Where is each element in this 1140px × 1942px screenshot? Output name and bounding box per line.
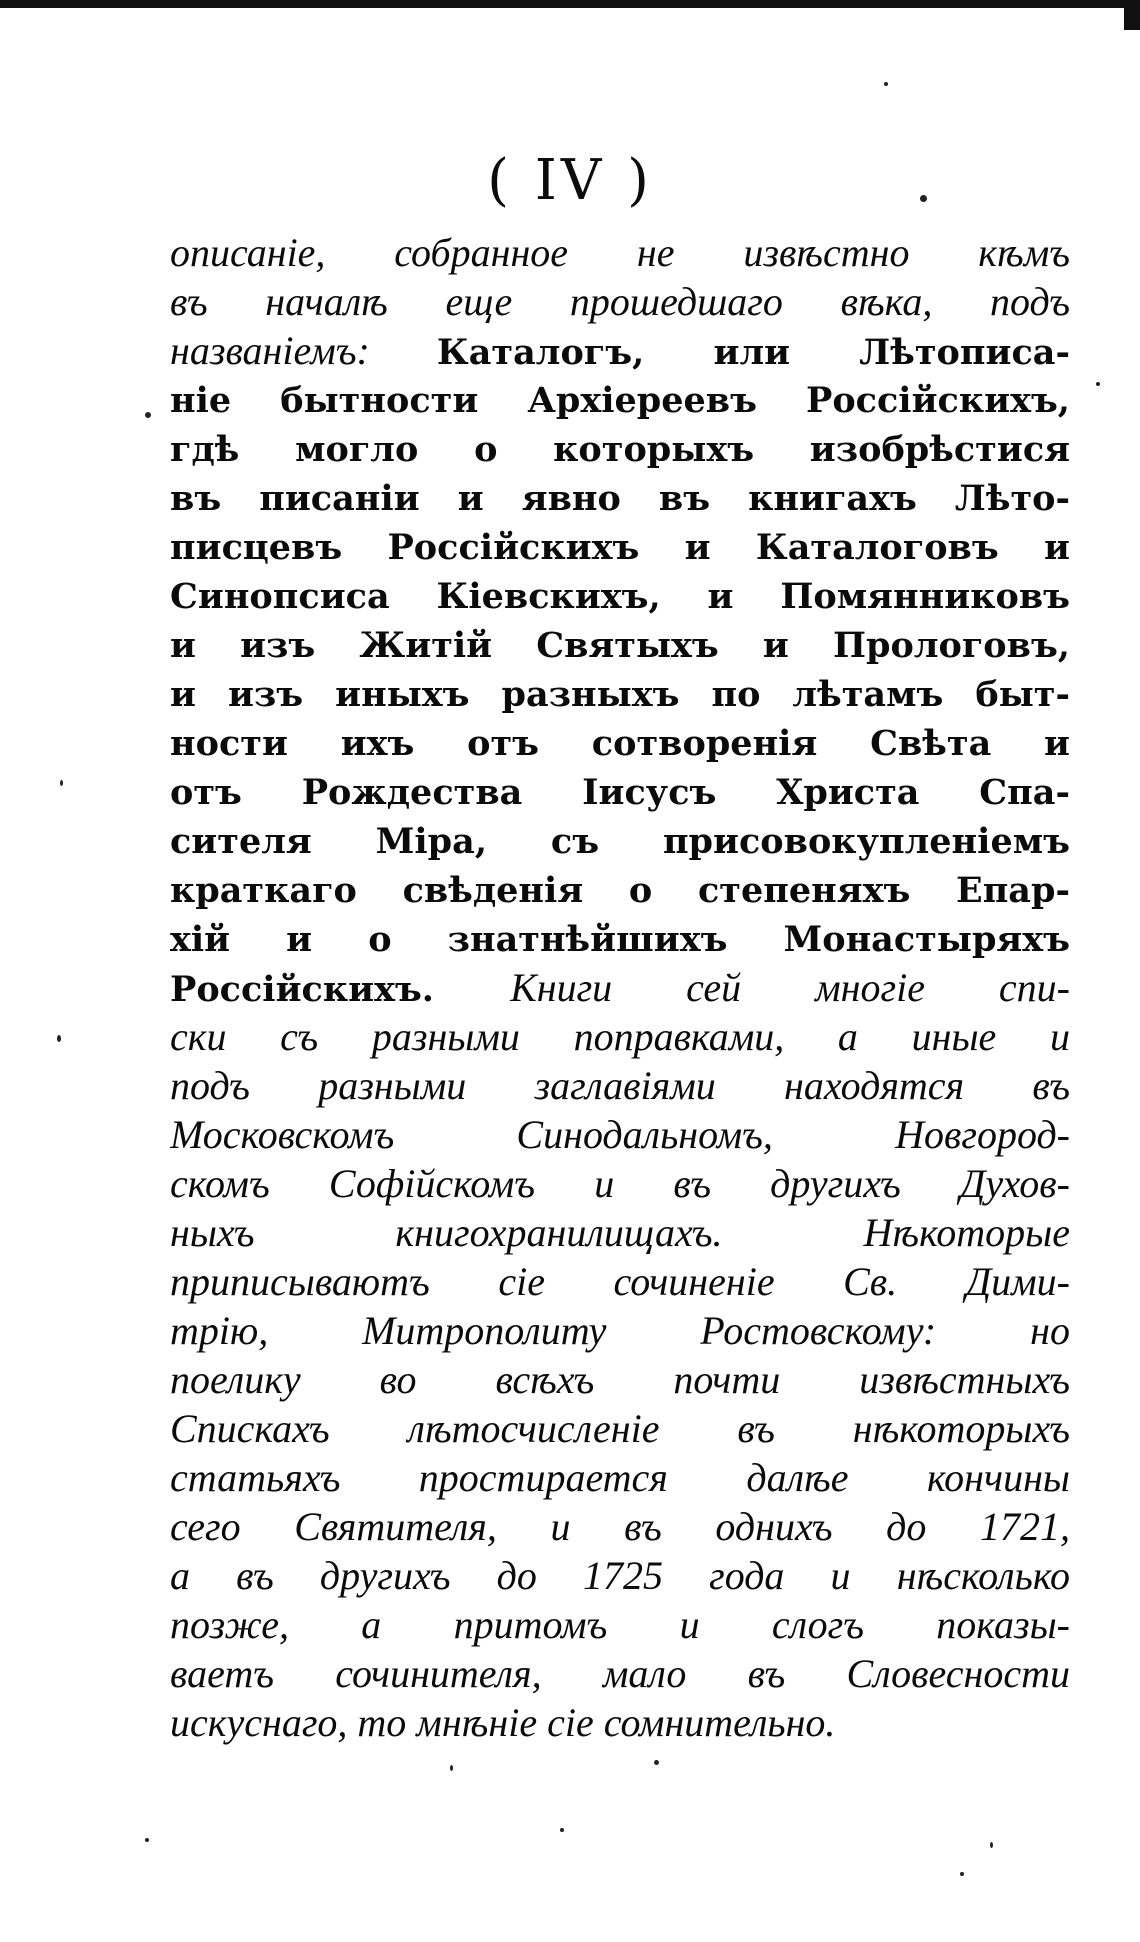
text-line (170, 1208, 1070, 1257)
italic-text: трію, Митрополиту Ростовскому: но (170, 1308, 1070, 1353)
text-line (170, 277, 1070, 326)
text-line (170, 1502, 1070, 1551)
bold-text: и изъ Житій Святыхъ и Прологовъ, (170, 625, 1070, 666)
italic-text: а въ другихъ до 1725 года и нѣсколько (170, 1553, 1070, 1598)
scan-speck (60, 780, 63, 786)
text-line (170, 375, 1070, 424)
italic-text: ски съ разными поправками, а иные и (170, 1014, 1070, 1059)
bold-text: и изъ иныхъ разныхъ по лѣтамъ быт- (170, 674, 1070, 715)
text-line (170, 1061, 1070, 1110)
bold-text: гдѣ могло о которыхъ изобрѣстися (170, 429, 1070, 470)
text-line (170, 914, 1070, 963)
scan-speck (960, 1872, 964, 1876)
italic-text: подъ разными заглавіями находятся въ (170, 1063, 1070, 1108)
top-border (0, 0, 1140, 8)
text-line (170, 963, 1070, 1012)
italic-text: описаніе, собранное не извѣстно кѣмъ (170, 230, 1070, 275)
bold-text: ности ихъ отъ сотворенія Свѣта и (170, 723, 1070, 764)
text-line (170, 767, 1070, 816)
scan-speck (920, 195, 927, 202)
text-line (170, 1012, 1070, 1061)
italic-text: статьяхъ простирается далѣе кончины (170, 1455, 1070, 1500)
scan-speck (57, 1035, 61, 1042)
text-line (170, 228, 1070, 277)
text-line (170, 473, 1070, 522)
bold-text: Россійскихъ. (170, 969, 511, 1010)
text-line (170, 424, 1070, 473)
text-line (170, 620, 1070, 669)
bold-text: въ писаніи и явно въ книгахъ Лѣто- (170, 478, 1070, 519)
text-line (170, 326, 1070, 375)
text-line (170, 1306, 1070, 1355)
text-line (170, 1404, 1070, 1453)
text-line (170, 571, 1070, 620)
italic-text: сего Святителя, и въ однихъ до 1721, (170, 1504, 1070, 1549)
text-line (170, 1649, 1070, 1698)
text-line (170, 1159, 1070, 1208)
italic-text: поелику во всѣхъ почти извѣстныхъ (170, 1357, 1070, 1402)
scan-speck (145, 1838, 149, 1842)
corner-mark (1124, 0, 1140, 30)
bold-text: краткаго свѣденія о степеняхъ Епар- (170, 870, 1070, 911)
bold-text: Каталогъ, или Лѣтописа- (436, 332, 1070, 373)
text-line (170, 669, 1070, 718)
scan-speck (654, 1760, 659, 1765)
scan-speck (450, 1765, 453, 1771)
scan-speck (145, 412, 151, 418)
scan-speck (884, 82, 888, 86)
text-line (170, 1600, 1070, 1649)
italic-text: Московскомъ Синодальномъ, Новгород- (170, 1112, 1070, 1157)
text-line (170, 1453, 1070, 1502)
italic-text: искуснаго, то мнѣніе сіе сомнительно. (170, 1700, 836, 1745)
text-line (170, 1257, 1070, 1306)
italic-text: скомъ Софійскомъ и въ другихъ Духов- (170, 1161, 1070, 1206)
bold-text: писцевъ Россійскихъ и Каталоговъ и (170, 527, 1070, 568)
text-line (170, 1110, 1070, 1159)
scan-speck (1096, 382, 1100, 386)
bold-text: хій и о знатнѣйшихъ Монастыряхъ (170, 919, 1070, 960)
italic-text: ваетъ сочинителя, мало въ Словесности (170, 1651, 1070, 1696)
italic-text: Книги сей многіе спи- (510, 965, 1070, 1010)
italic-text: названіемъ: (170, 328, 437, 373)
italic-text: въ началѣ еще прошедшаго вѣка, подъ (170, 279, 1070, 324)
scan-speck (560, 1828, 564, 1832)
italic-text: приписываютъ сіе сочиненіе Св. Дими- (170, 1259, 1070, 1304)
page-number: ( IV ) (487, 148, 653, 213)
italic-text: Спискахъ лѣтосчисленіе въ нѣкоторыхъ (170, 1406, 1070, 1451)
text-line (170, 1551, 1070, 1600)
bold-text: сителя Міра, съ присовокупленіемъ (170, 821, 1070, 862)
text-line (170, 718, 1070, 767)
bold-text: отъ Рождества Іисусъ Христа Спа- (170, 772, 1070, 813)
text-line (170, 1698, 1070, 1747)
bold-text: ніе бытности Архіереевъ Россійскихъ, (170, 380, 1070, 421)
bold-text: Синопсиса Кіевскихъ, и Помянниковъ (170, 576, 1070, 617)
text-line (170, 816, 1070, 865)
italic-text: ныхъ книгохранилищахъ. Нѣкоторые (170, 1210, 1070, 1255)
scan-speck (990, 1842, 993, 1848)
text-line (170, 522, 1070, 571)
text-line (170, 1355, 1070, 1404)
body-text (170, 228, 1070, 1747)
italic-text: позже, а притомъ и слогъ показы- (170, 1602, 1070, 1647)
text-line (170, 865, 1070, 914)
